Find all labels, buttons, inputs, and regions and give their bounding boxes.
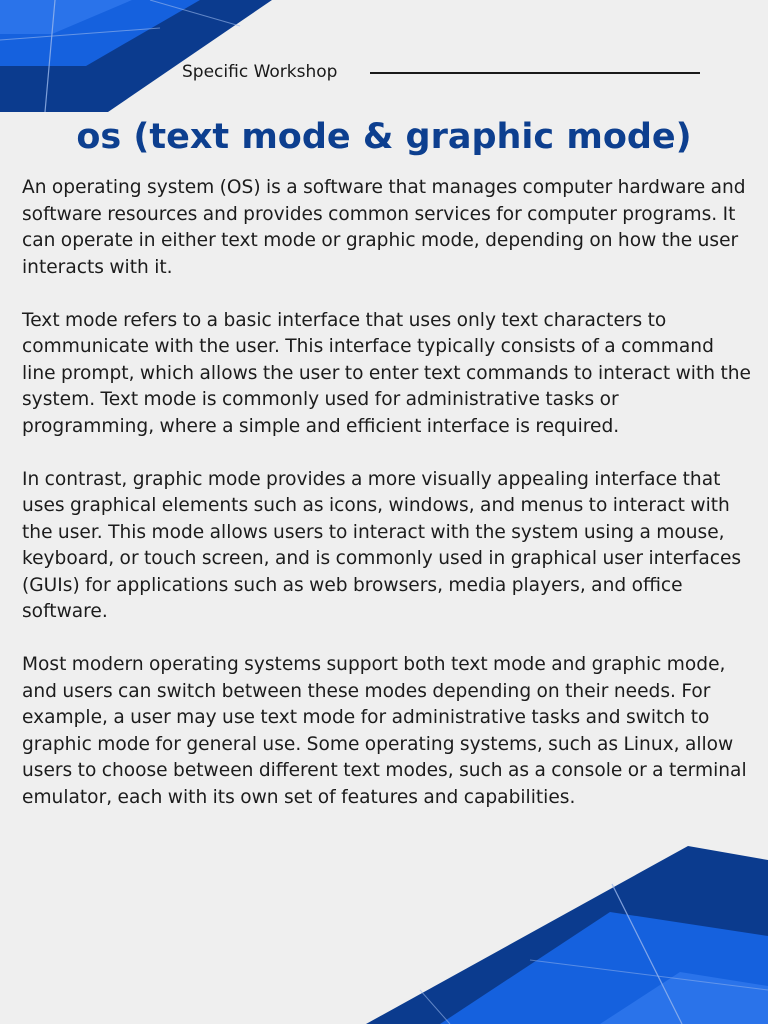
header-divider [370, 72, 700, 74]
paragraph-switching: Most modern operating systems support both text mode and graphic mode, and users can switch between these modes depending on their needs. For example, a user may use text mode for administrative tasks and switch to graphic mode for general use. Some operating systems, such as Linux, allow users to choose between different text modes, such as a console or a terminal emulator, each with its own set of features and capabilities. [22, 654, 747, 808]
paragraph-text-mode: Text mode refers to a basic interface that uses only text characters to communicate with the user. This interface typically consists of a command line prompt, which allows the user to enter text commands to interact with the system. Text mode is commonly used for administrative tasks or programming, where a simple and efficient interface is required. [22, 309, 751, 437]
bottom-right-decoration [350, 840, 768, 1024]
header-label: Specific Workshop [182, 62, 338, 82]
body-text [22, 175, 752, 838]
paragraph-intro: An operating system (OS) is a software that manages computer hardware and software resources and provides common services for computer programs. It can operate in either text mode or graphic mode, depending on how the user interacts with it. [22, 177, 746, 278]
page-title: os (text mode & graphic mode) [76, 117, 692, 157]
paragraph-graphic-mode: In contrast, graphic mode provides a more visually appealing interface that uses graphical elements such as icons, windows, and menus to interact with the user. This mode allows users to interact with the system using a mouse, keyboard, or touch screen, and is commonly used in graphical user interfaces (GUIs) for applications such as web browsers, media players, and office software. [22, 468, 742, 622]
top-left-decoration [0, 0, 280, 112]
